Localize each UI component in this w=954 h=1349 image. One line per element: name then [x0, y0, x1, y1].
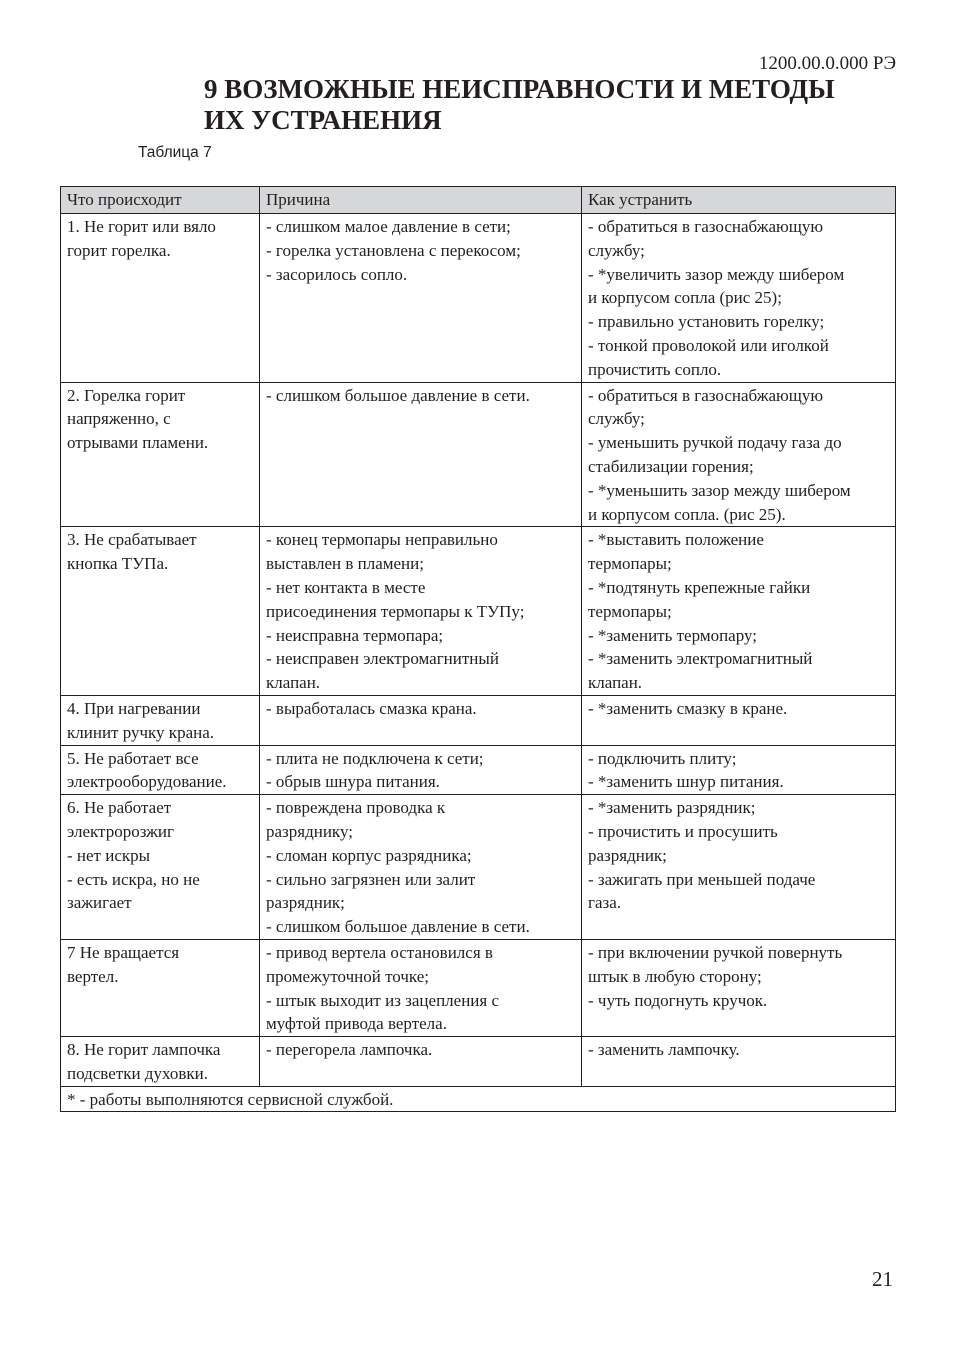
cell-text-line: 8. Не горит лампочка: [67, 1040, 221, 1060]
cell-text-line: - конец термопары неправильно: [266, 530, 498, 550]
cell-text-line: - неисправна термопара;: [266, 625, 444, 645]
cell-text-line: присоединения термопары к ТУПу;: [266, 601, 525, 621]
table-row: [61, 1037, 896, 1087]
cell-text-line: выставлен в пламени;: [266, 554, 424, 574]
cell-what-happens: [61, 214, 260, 383]
table-body: [61, 214, 896, 1087]
cell-text-line: - есть искра, но не: [67, 869, 200, 889]
cell-text-line: - *заменить шнур питания.: [588, 772, 784, 792]
cell-text-line: - штык выходит из зацепления с: [266, 990, 500, 1010]
cell-text-line: 6. Не работает: [67, 798, 172, 818]
cell-text-line: клинит ручку крана.: [67, 722, 215, 742]
table-row: [61, 795, 896, 940]
cell-text-line: 1. Не горит или вяло: [67, 217, 216, 236]
cell-text-line: - уменьшить ручкой подачу газа до: [588, 433, 842, 453]
cell-text-line: - перегорела лампочка.: [266, 1040, 433, 1060]
cell-text-line: - повреждена проводка к: [266, 798, 446, 818]
cell-remedy: [582, 382, 896, 527]
cell-remedy: [582, 214, 896, 383]
cell-text-line: - *подтянуть крепежные гайки: [588, 577, 811, 597]
cell-text-line: промежуточной точке;: [266, 966, 430, 986]
cell-text-line: 4. При нагревании: [67, 698, 201, 718]
cell-what-happens: [61, 939, 260, 1036]
cell-cause: [260, 527, 582, 696]
cell-text-line: - обрыв шнура питания.: [266, 772, 440, 792]
table-row: [61, 939, 896, 1036]
cell-text-line: - *заменить термопару;: [588, 625, 757, 645]
cell-what-happens: [61, 527, 260, 696]
cell-what-happens: [61, 382, 260, 527]
cell-text-line: - нет контакта в месте: [266, 577, 426, 597]
cell-text-line: - обратиться в газоснабжающую: [588, 385, 824, 405]
cell-text-line: - нет искры: [67, 845, 151, 865]
cell-text-line: 5. Не работает все: [67, 748, 199, 768]
cell-remedy: [582, 1037, 896, 1087]
cell-text-line: - сильно загрязнен или залит: [266, 869, 476, 889]
cell-text-line: разряднику;: [266, 821, 353, 841]
header-what-happens: Что происходит: [61, 187, 260, 214]
cell-text-line: - чуть подогнуть кручок.: [588, 990, 768, 1010]
troubleshooting-table: [60, 186, 896, 1112]
table-row: [61, 214, 896, 383]
cell-text-line: термопары;: [588, 554, 672, 574]
cell-text-line: зажигает: [67, 893, 132, 913]
page-number: 21: [872, 1267, 893, 1291]
cell-what-happens: [61, 695, 260, 745]
cell-text-line: термопары;: [588, 601, 672, 621]
cell-text-line: горит горелка.: [67, 240, 171, 260]
cell-text-line: - слишком большое давление в сети.: [266, 917, 530, 937]
cell-what-happens: [61, 795, 260, 940]
cell-text-line: прочистить сопло.: [588, 359, 722, 379]
cell-text-line: - выработалась смазка крана.: [266, 698, 477, 718]
cell-text-line: - засорилось сопло.: [266, 264, 408, 284]
cell-remedy: [582, 745, 896, 795]
cell-text-line: - подключить плиту;: [588, 748, 737, 768]
cell-cause: [260, 939, 582, 1036]
cell-cause: [260, 695, 582, 745]
cell-text-line: 2. Горелка горит: [67, 385, 186, 405]
cell-text-line: - *заменить электромагнитный: [588, 649, 813, 669]
cell-text-line: электрооборудование.: [67, 772, 227, 792]
footnote-row: [61, 1086, 896, 1112]
cell-text-line: - неисправен электромагнитный: [266, 649, 499, 669]
table-row: [61, 695, 896, 745]
cell-text-line: - горелка установлена с перекосом;: [266, 240, 521, 260]
table-caption: Таблица 7: [138, 144, 212, 161]
cell-text-line: газа.: [588, 893, 622, 913]
cell-text-line: напряженно, с: [67, 409, 171, 429]
cell-text-line: отрывами пламени.: [67, 433, 209, 453]
cell-text-line: - зажигать при меньшей подаче: [588, 869, 816, 889]
cell-text-line: - *выставить положение: [588, 530, 764, 550]
cell-text-line: разрядник;: [266, 893, 345, 913]
cell-text-line: разрядник;: [588, 845, 667, 865]
cell-cause: [260, 214, 582, 383]
cell-text-line: - слишком большое давление в сети.: [266, 385, 530, 405]
cell-text-line: - *увеличить зазор между шибером: [588, 264, 845, 284]
cell-text-line: вертел.: [67, 966, 119, 986]
cell-text-line: - обратиться в газоснабжающую: [588, 217, 824, 236]
cell-text-line: - *уменьшить зазор между шибером: [588, 480, 851, 500]
cell-text-line: муфтой привода вертела.: [266, 1014, 447, 1034]
cell-text-line: - при включении ручкой повернуть: [588, 942, 843, 962]
cell-text-line: - прочистить и просушить: [588, 821, 778, 841]
cell-cause: [260, 1037, 582, 1087]
header-remedy: Как устранить: [582, 187, 896, 214]
cell-text-line: электророзжиг: [67, 821, 174, 841]
section-title-line-1: 9 ВОЗМОЖНЫЕ НЕИСПРАВНОСТИ И МЕТОДЫ: [204, 74, 835, 104]
cell-text-line: - правильно установить горелку;: [588, 312, 825, 332]
cell-remedy: [582, 527, 896, 696]
section-title: [204, 74, 904, 136]
cell-remedy: [582, 695, 896, 745]
header-cause: Причина: [260, 187, 582, 214]
cell-text-line: - *заменить смазку в кране.: [588, 698, 788, 718]
section-title-line-2: ИХ УСТРАНЕНИЯ: [204, 105, 442, 135]
cell-remedy: [582, 795, 896, 940]
table-row: [61, 527, 896, 696]
cell-text-line: - заменить лампочку.: [588, 1040, 740, 1060]
cell-text-line: - привод вертела остановился в: [266, 942, 493, 962]
cell-text-line: стабилизации горения;: [588, 456, 754, 476]
cell-what-happens: [61, 1037, 260, 1087]
table-header-row: [61, 187, 896, 214]
cell-text-line: подсветки духовки.: [67, 1063, 208, 1083]
cell-cause: [260, 382, 582, 527]
footnote: * - работы выполняются сервисной службой.: [61, 1086, 896, 1112]
cell-what-happens: [61, 745, 260, 795]
cell-text-line: - сломан корпус разрядника;: [266, 845, 472, 865]
cell-text-line: 7 Не вращается: [67, 942, 180, 962]
document-code: 1200.00.0.000 РЭ: [758, 53, 896, 74]
cell-text-line: 3. Не срабатывает: [67, 530, 197, 550]
cell-text-line: - *заменить разрядник;: [588, 798, 756, 818]
cell-text-line: клапан.: [588, 673, 643, 693]
table-row: [61, 382, 896, 527]
cell-text-line: - тонкой проволокой или иголкой: [588, 335, 829, 355]
cell-text-line: службу;: [588, 240, 645, 260]
cell-text-line: штык в любую сторону;: [588, 966, 762, 986]
cell-text-line: и корпусом сопла (рис 25);: [588, 288, 782, 308]
cell-remedy: [582, 939, 896, 1036]
cell-text-line: и корпусом сопла. (рис 25).: [588, 504, 786, 524]
cell-text-line: - слишком малое давление в сети;: [266, 217, 511, 236]
cell-cause: [260, 745, 582, 795]
cell-cause: [260, 795, 582, 940]
cell-text-line: кнопка ТУПа.: [67, 554, 169, 574]
table-row: [61, 745, 896, 795]
cell-text-line: клапан.: [266, 673, 321, 693]
cell-text-line: - плита не подключена к сети;: [266, 748, 484, 768]
cell-text-line: службу;: [588, 409, 645, 429]
